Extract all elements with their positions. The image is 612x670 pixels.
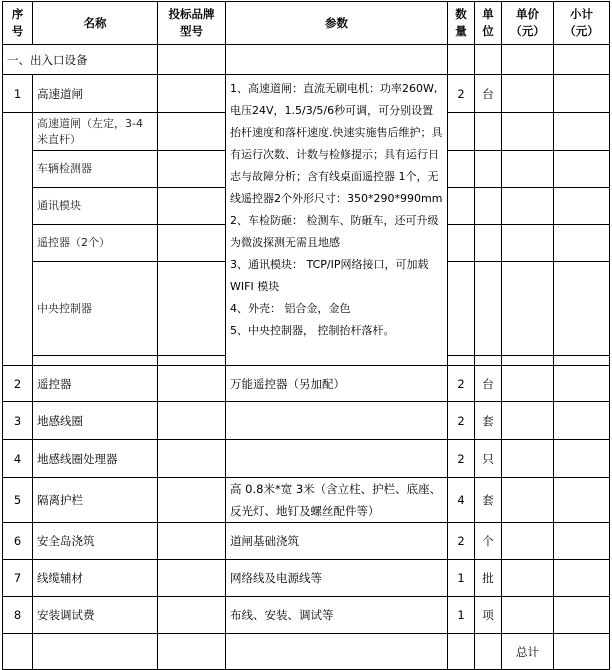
row-no: 7 bbox=[3, 560, 33, 597]
table-row bbox=[3, 402, 610, 440]
table-row bbox=[3, 597, 610, 634]
params-line: 3、通讯模块： TCP/IP网络接口，可加载 WIFI 模块 bbox=[230, 258, 429, 293]
table-row bbox=[3, 366, 610, 402]
row-no: 2 bbox=[3, 366, 33, 402]
row-unit: 台 bbox=[475, 75, 502, 113]
table-row bbox=[3, 560, 610, 597]
row-qty: 2 bbox=[448, 366, 475, 402]
row-qty: 2 bbox=[448, 440, 475, 478]
params-cell bbox=[226, 75, 448, 366]
row-qty: 1 bbox=[448, 560, 475, 597]
row-no: 6 bbox=[3, 523, 33, 560]
row-unit: 批 bbox=[475, 560, 502, 597]
header-params: 参数 bbox=[226, 2, 448, 45]
row-name: 线缆辅材 bbox=[33, 560, 158, 597]
params-line: 5、中央控制器， 控制抬杆落杆。 bbox=[230, 324, 395, 337]
row-unit: 套 bbox=[475, 478, 502, 523]
row-name: 高速道闸 bbox=[33, 75, 158, 113]
row-params: 道闸基础浇筑 bbox=[226, 523, 448, 560]
row-name: 遥控器 bbox=[33, 366, 158, 402]
params-line: 1、高速道闸：直流无刷电机：功率260W,电压24V，1.5/3/5/6秒可调，可分别设置抬杆速度和落杆速度.快速实施售后维护；具有运行次数、计数与检修提示；具有运行日志与故障分析；含有线桌面遥控器 1个，无线遥控器2个外形尺寸：350*290*990mm bbox=[230, 82, 443, 205]
row-params: 万能遥控器（另加配） bbox=[226, 366, 448, 402]
row-unit: 只 bbox=[475, 440, 502, 478]
header-unit: 单 位 bbox=[475, 2, 502, 45]
params-line: 2、车检防砸： 检测车、防砸车，还可升级为微波探测无需且地感 bbox=[230, 214, 439, 249]
row-no: 1 bbox=[3, 75, 33, 113]
section-row bbox=[3, 45, 610, 75]
table-row bbox=[3, 523, 610, 560]
row-no: 8 bbox=[3, 597, 33, 634]
sub-item: 遥控器（2个） bbox=[33, 225, 158, 262]
sub-item: 高速道闸（左定，3-4米直杆） bbox=[33, 113, 158, 151]
sub-item: 车辆检测器 bbox=[33, 151, 158, 188]
header-row bbox=[3, 2, 610, 45]
row-params bbox=[226, 440, 448, 478]
row-unit: 项 bbox=[475, 597, 502, 634]
table-row bbox=[3, 440, 610, 478]
row-no: 4 bbox=[3, 440, 33, 478]
row-params: 高 0.8米*宽 3米（含立柱、护栏、底座、反光灯、地钉及螺丝配件等） bbox=[226, 478, 448, 523]
quotation-table bbox=[2, 1, 610, 670]
row-name: 地感线圈 bbox=[33, 402, 158, 440]
row-name: 隔离护栏 bbox=[33, 478, 158, 523]
row-name: 安全岛浇筑 bbox=[33, 523, 158, 560]
row-unit: 台 bbox=[475, 366, 502, 402]
total-label: 总计 bbox=[502, 634, 554, 670]
row-name: 安装调试费 bbox=[33, 597, 158, 634]
row-no: 3 bbox=[3, 402, 33, 440]
row-params: 网络线及电源线等 bbox=[226, 560, 448, 597]
header-name: 名称 bbox=[33, 2, 158, 45]
section-title: 一、出入口设备 bbox=[3, 45, 158, 75]
sub-item: 中央控制器 bbox=[33, 262, 158, 356]
header-subtotal: 小计 （元） bbox=[554, 2, 610, 45]
row-qty: 2 bbox=[448, 402, 475, 440]
row-params: 布线、安装、调试等 bbox=[226, 597, 448, 634]
row-params bbox=[226, 402, 448, 440]
row-name: 地感线圈处理器 bbox=[33, 440, 158, 478]
row-unit: 个 bbox=[475, 523, 502, 560]
params-line: 4、外壳： 铝合金，金色 bbox=[230, 302, 351, 315]
header-model: 投标品牌 型号 bbox=[158, 2, 226, 45]
row-no: 5 bbox=[3, 478, 33, 523]
row-qty: 1 bbox=[448, 597, 475, 634]
row-qty: 4 bbox=[448, 478, 475, 523]
total-row bbox=[3, 634, 610, 670]
sub-item: 通讯模块 bbox=[33, 188, 158, 225]
header-qty: 数 量 bbox=[448, 2, 475, 45]
row-qty: 2 bbox=[448, 75, 475, 113]
total-value bbox=[554, 634, 610, 670]
table-row bbox=[3, 478, 610, 523]
row-qty: 2 bbox=[448, 523, 475, 560]
header-price: 单价 （元） bbox=[502, 2, 554, 45]
row-unit: 套 bbox=[475, 402, 502, 440]
table-row bbox=[3, 75, 610, 113]
header-no: 序 号 bbox=[3, 2, 33, 45]
